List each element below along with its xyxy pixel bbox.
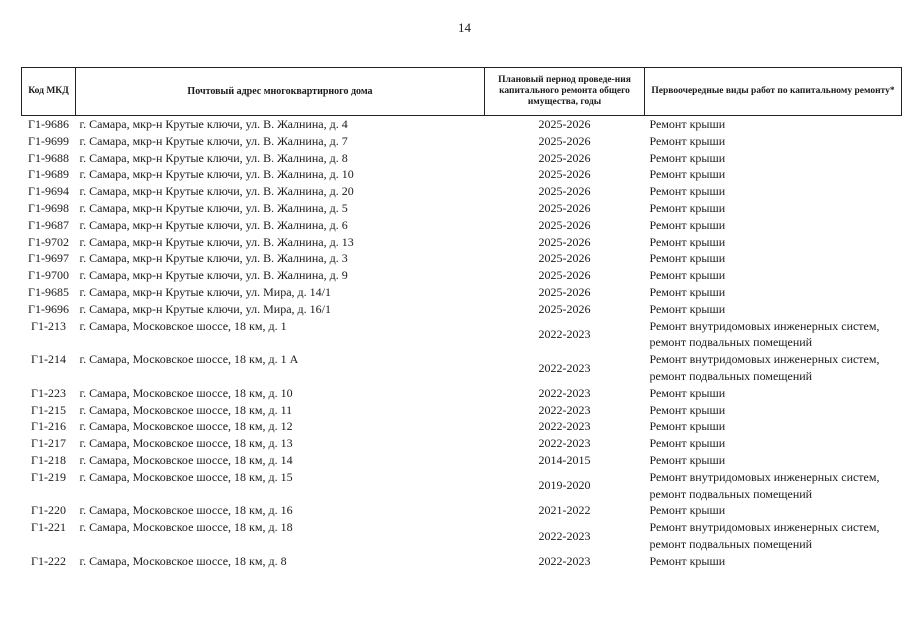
cell-code: Г1-214 xyxy=(31,352,66,367)
cell-works xyxy=(645,502,902,519)
header-address: Почтовый адрес многоквартирного дома xyxy=(76,68,485,116)
cell-period: 2022-2023 xyxy=(538,553,591,568)
header-row xyxy=(22,68,902,116)
cell-address: г. Самара, Московское шоссе, 18 км, д. 10 xyxy=(79,385,293,400)
cell-works xyxy=(645,452,902,469)
works-line: Ремонт крыши xyxy=(649,217,726,232)
cell-code: Г1-223 xyxy=(31,385,66,400)
cell-period: 2025-2026 xyxy=(538,117,591,131)
cell-works xyxy=(645,435,902,452)
cell-address: г. Самара, Московское шоссе, 18 км, д. 12 xyxy=(79,419,293,434)
cell-address: г. Самара, мкр-н Крутые ключи, ул. В. Жалнина, д. 10 xyxy=(79,167,354,182)
cell-period: 2022-2023 xyxy=(538,528,591,543)
cell-works xyxy=(645,217,902,234)
cell-address: г. Самара, мкр-н Крутые ключи, ул. В. Жалнина, д. 20 xyxy=(79,184,354,199)
works-line: Ремонт крыши xyxy=(649,150,726,165)
works-line: Ремонт крыши xyxy=(649,184,726,199)
works-line: Ремонт крыши xyxy=(649,301,726,316)
cell-period: 2022-2023 xyxy=(538,419,591,434)
table-row xyxy=(22,250,902,267)
cell-works xyxy=(645,318,902,352)
cell-works xyxy=(645,402,902,419)
cell-address: г. Самара, Московское шоссе, 18 км, д. 11 xyxy=(79,402,293,417)
cell-period: 2021-2022 xyxy=(538,503,591,518)
works-line: Ремонт крыши xyxy=(649,402,726,417)
table-row xyxy=(22,267,902,284)
cell-address: г. Самара, мкр-н Крутые ключи, ул. В. Жалнина, д. 13 xyxy=(79,234,354,249)
works-line: ремонт подвальных помещений xyxy=(649,368,813,383)
cell-code: Г1-9685 xyxy=(28,284,69,299)
works-line: Ремонт крыши xyxy=(649,436,726,451)
cell-address: г. Самара, мкр-н Крутые ключи, ул. В. Жалнина, д. 8 xyxy=(79,150,348,165)
table-row xyxy=(22,200,902,217)
works-line: Ремонт крыши xyxy=(649,385,726,400)
cell-period: 2022-2023 xyxy=(538,436,591,451)
cell-works xyxy=(645,166,902,183)
cell-period: 2014-2015 xyxy=(538,452,591,467)
table-row xyxy=(22,234,902,251)
works-line: Ремонт крыши xyxy=(649,419,726,434)
table-row xyxy=(22,435,902,452)
works-line: Ремонт внутридомовых инженерных систем, xyxy=(649,520,880,535)
cell-code: Г1-213 xyxy=(31,318,66,333)
cell-code: Г1-9686 xyxy=(28,117,69,131)
header-code: Код МКД xyxy=(22,68,76,116)
cell-address: г. Самара, мкр-н Крутые ключи, ул. В. Жалнина, д. 4 xyxy=(79,117,348,131)
cell-code: Г1-9698 xyxy=(28,200,69,215)
cell-period: 2025-2026 xyxy=(538,268,591,283)
cell-works xyxy=(645,301,902,318)
cell-address: г. Самара, мкр-н Крутые ключи, ул. В. Жалнина, д. 5 xyxy=(79,200,348,215)
cell-period: 2025-2026 xyxy=(538,150,591,165)
cell-works xyxy=(645,284,902,301)
cell-code: Г1-9702 xyxy=(28,234,69,249)
cell-code: Г1-222 xyxy=(31,553,66,568)
cell-works xyxy=(645,150,902,167)
cell-period: 2025-2026 xyxy=(538,133,591,148)
cell-code: Г1-215 xyxy=(31,402,66,417)
cell-works xyxy=(645,418,902,435)
header-works: Первоочередные виды работ по капитальному ремонту* xyxy=(645,68,902,116)
works-line: ремонт подвальных помещений xyxy=(649,536,813,551)
works-line: Ремонт крыши xyxy=(649,251,726,266)
cell-period: 2025-2026 xyxy=(538,167,591,182)
works-line: Ремонт крыши xyxy=(649,167,726,182)
works-line: Ремонт крыши xyxy=(649,553,726,568)
table-row xyxy=(22,402,902,419)
works-line: Ремонт крыши xyxy=(649,284,726,299)
cell-works xyxy=(645,519,902,553)
cell-period: 2025-2026 xyxy=(538,217,591,232)
works-line: ремонт подвальных помещений xyxy=(649,335,813,350)
cell-period: 2019-2020 xyxy=(538,478,591,493)
cell-period: 2022-2023 xyxy=(538,385,591,400)
cell-address: г. Самара, Московское шоссе, 18 км, д. 8 xyxy=(79,553,287,568)
cell-code: Г1-216 xyxy=(31,419,66,434)
table-header xyxy=(22,68,902,116)
table-row xyxy=(22,166,902,183)
cell-works xyxy=(645,234,902,251)
cell-address: г. Самара, мкр-н Крутые ключи, ул. Мира, д. 16/1 xyxy=(79,301,331,316)
table-row xyxy=(22,385,902,402)
works-line: Ремонт внутридомовых инженерных систем, xyxy=(649,318,880,333)
table-body xyxy=(22,116,902,570)
page-number: 14 xyxy=(458,20,471,35)
table-row xyxy=(22,301,902,318)
cell-period: 2025-2026 xyxy=(538,200,591,215)
table-row xyxy=(22,116,902,133)
works-line: Ремонт крыши xyxy=(649,268,726,283)
cell-period: 2025-2026 xyxy=(538,251,591,266)
cell-code: Г1-9696 xyxy=(28,301,69,316)
cell-address: г. Самара, мкр-н Крутые ключи, ул. В. Жалнина, д. 3 xyxy=(79,251,348,266)
cell-address: г. Самара, Московское шоссе, 18 км, д. 16 xyxy=(79,503,293,518)
table-row xyxy=(22,217,902,234)
table-row xyxy=(22,502,902,519)
cell-works xyxy=(645,133,902,150)
works-line: ремонт подвальных помещений xyxy=(649,486,813,501)
cell-code: Г1-217 xyxy=(31,436,66,451)
works-line: Ремонт крыши xyxy=(649,133,726,148)
table-row xyxy=(22,519,902,553)
cell-period: 2025-2026 xyxy=(538,301,591,316)
cell-address: г. Самара, Московское шоссе, 18 км, д. 14 xyxy=(79,452,293,467)
cell-works xyxy=(645,553,902,570)
cell-code: Г1-9694 xyxy=(28,184,69,199)
cell-code: Г1-9687 xyxy=(28,217,69,232)
cell-code: Г1-9688 xyxy=(28,150,69,165)
table-row xyxy=(22,351,902,385)
cell-code: Г1-220 xyxy=(31,503,66,518)
cell-works xyxy=(645,385,902,402)
cell-works xyxy=(645,116,902,133)
cell-code: Г1-221 xyxy=(31,520,66,535)
cell-address: г. Самара, Московское шоссе, 18 км, д. 13 xyxy=(79,436,293,451)
cell-address: г. Самара, мкр-н Крутые ключи, ул. В. Жалнина, д. 7 xyxy=(79,133,348,148)
cell-period: 2025-2026 xyxy=(538,234,591,249)
table-row xyxy=(22,183,902,200)
table-row xyxy=(22,553,902,570)
table-row xyxy=(22,284,902,301)
cell-works xyxy=(645,267,902,284)
cell-address: г. Самара, Московское шоссе, 18 км, д. 1 А xyxy=(79,352,299,367)
table-row xyxy=(22,133,902,150)
works-line: Ремонт крыши xyxy=(649,503,726,518)
cell-period: 2022-2023 xyxy=(538,402,591,417)
cell-code: Г1-218 xyxy=(31,452,66,467)
cell-code: Г1-9697 xyxy=(28,251,69,266)
works-line: Ремонт крыши xyxy=(649,200,726,215)
works-line: Ремонт крыши xyxy=(649,452,726,467)
cell-period: 2022-2023 xyxy=(538,360,591,375)
capital-repair-table xyxy=(21,67,902,570)
cell-works xyxy=(645,200,902,217)
cell-works xyxy=(645,351,902,385)
cell-period: 2022-2023 xyxy=(538,326,591,341)
table-row xyxy=(22,469,902,503)
cell-works xyxy=(645,250,902,267)
cell-code: Г1-9689 xyxy=(28,167,69,182)
cell-address: г. Самара, мкр-н Крутые ключи, ул. В. Жалнина, д. 6 xyxy=(79,217,348,232)
cell-address: г. Самара, Московское шоссе, 18 км, д. 15 xyxy=(79,469,293,484)
cell-address: г. Самара, Московское шоссе, 18 км, д. 18 xyxy=(79,520,293,535)
cell-address: г. Самара, мкр-н Крутые ключи, ул. Мира, д. 14/1 xyxy=(79,284,331,299)
cell-address: г. Самара, Московское шоссе, 18 км, д. 1 xyxy=(79,318,287,333)
table-row xyxy=(22,150,902,167)
table-row xyxy=(22,418,902,435)
table-row xyxy=(22,318,902,352)
cell-code: Г1-9699 xyxy=(28,133,69,148)
cell-period: 2025-2026 xyxy=(538,184,591,199)
cell-period: 2025-2026 xyxy=(538,284,591,299)
works-line: Ремонт внутридомовых инженерных систем, xyxy=(649,352,880,367)
cell-works xyxy=(645,183,902,200)
works-line: Ремонт крыши xyxy=(649,234,726,249)
works-line: Ремонт крыши xyxy=(649,117,726,131)
cell-code: Г1-219 xyxy=(31,469,66,484)
works-line: Ремонт внутридомовых инженерных систем, xyxy=(649,469,880,484)
table-row xyxy=(22,452,902,469)
cell-address: г. Самара, мкр-н Крутые ключи, ул. В. Жалнина, д. 9 xyxy=(79,268,348,283)
cell-works xyxy=(645,469,902,503)
header-period: Плановый период проведе-ния капитального ремонта общего имущества, годы xyxy=(485,68,645,116)
cell-code: Г1-9700 xyxy=(28,268,69,283)
